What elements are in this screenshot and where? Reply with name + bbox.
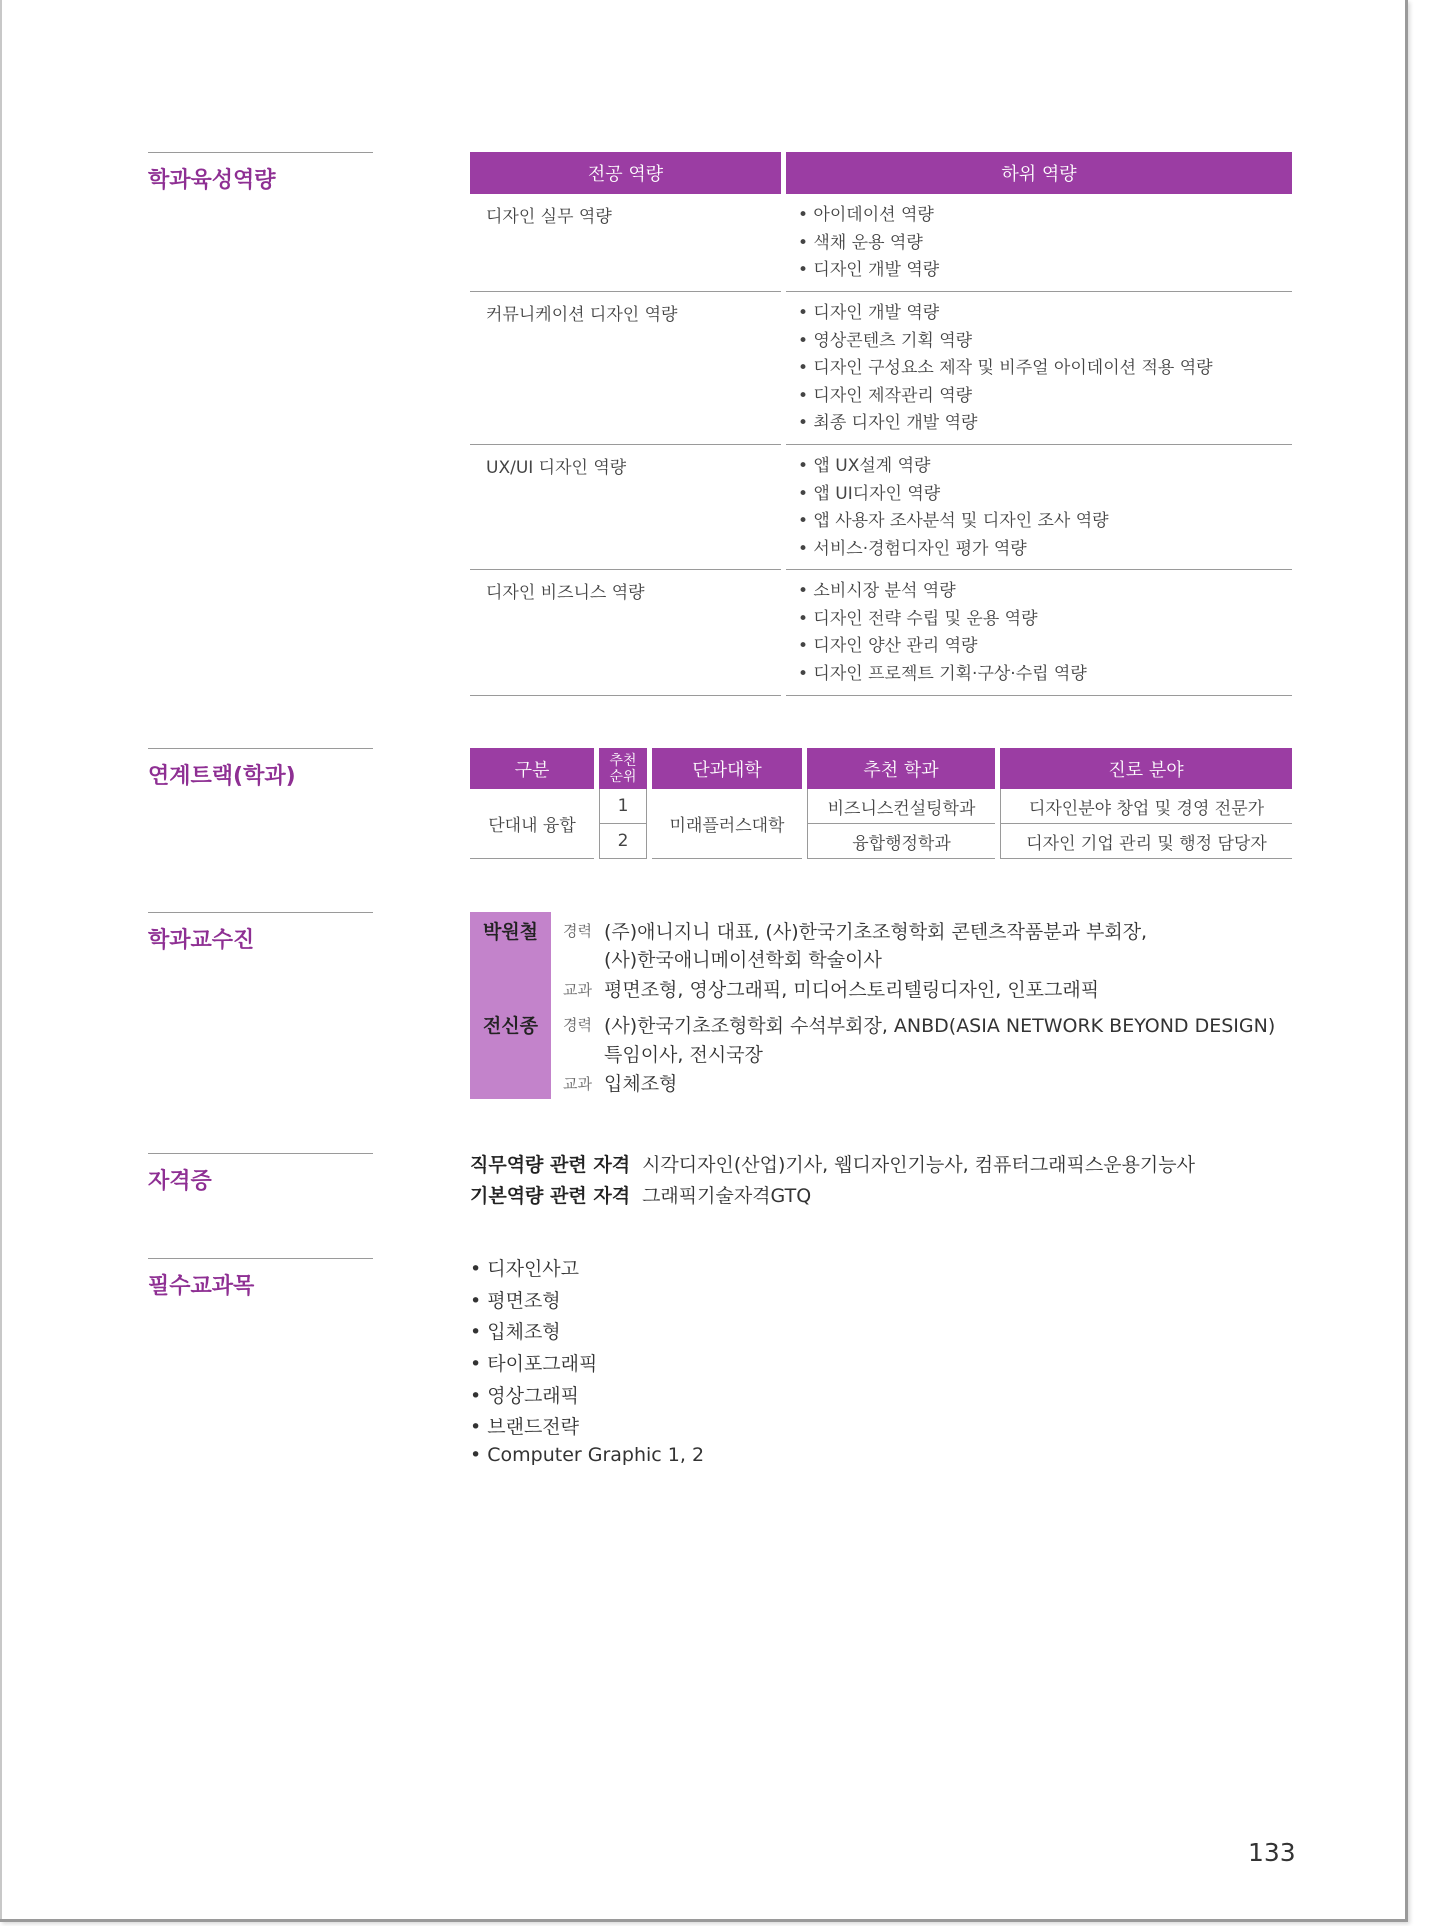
header-recommended-dept: 추천 학과: [807, 748, 995, 789]
certificate-value: 시각디자인(산업)기사, 웹디자인기능사, 컴퓨터그래픽스운용기능사: [642, 1154, 1195, 1176]
competency-table: [470, 152, 1292, 696]
list-item: • 디자인 프로젝트 기획·구상·수립 역량: [798, 663, 1087, 684]
professor-career: (사)한국기초조형학회 수석부회장, ANBD(ASIA NETWORK BEYOND DESIGN): [604, 1015, 1276, 1037]
list-item: • 디자인 전략 수립 및 운용 역량: [798, 608, 1038, 629]
category-cell: 단대내 융합: [470, 789, 594, 859]
career-label: 경력: [563, 922, 592, 940]
professor-courses: 평면조형, 영상그래픽, 미디어스토리텔링디자인, 인포그래픽: [604, 979, 1100, 1001]
list-item: • 디자인사고: [470, 1258, 580, 1280]
header-major-competency: 전공 역량: [470, 152, 781, 194]
table-row: [470, 292, 1292, 445]
professor-name: 전신종: [482, 1015, 539, 1037]
college-cell: 미래플러스대학: [652, 789, 802, 859]
sub-competency-list: [786, 292, 1292, 445]
page-number: 133: [1248, 1838, 1296, 1867]
track-table-body: [470, 789, 1292, 859]
dept-cell: 비즈니스컨설팅학과: [807, 789, 995, 824]
section-heading-track: 연계트랙(학과): [148, 748, 373, 790]
course-label: 교과: [563, 981, 592, 999]
list-item: • 영상그래픽: [470, 1385, 580, 1407]
certificate-label: 기본역량 관련 자격: [470, 1185, 631, 1207]
major-competency: 커뮤니케이션 디자인 역량: [470, 292, 781, 445]
sub-competency-list: [786, 194, 1292, 292]
list-item: • 평면조형: [470, 1290, 561, 1312]
career-cell: 디자인분야 창업 및 경영 전문가: [1000, 789, 1292, 824]
page-edge: [0, 0, 2, 1919]
career-label: 경력: [563, 1016, 592, 1034]
table-row: [470, 570, 1292, 696]
professor-career: (사)한국애니메이션학회 학술이사: [604, 949, 882, 971]
list-item: • 브랜드전략: [470, 1416, 580, 1438]
section-heading-competency: 학과육성역량: [148, 152, 373, 194]
list-item: • 타이포그래픽: [470, 1353, 598, 1375]
section-heading-required: 필수교과목: [148, 1258, 373, 1300]
major-competency: 디자인 비즈니스 역량: [470, 570, 781, 696]
sub-competency-list: [786, 445, 1292, 570]
list-item: • 디자인 개발 역량: [798, 260, 940, 280]
list-item: • 최종 디자인 개발 역량: [798, 413, 978, 433]
track-table: [470, 748, 1292, 859]
list-item: • 앱 UI디자인 역량: [798, 483, 941, 504]
list-item: • 서비스·경험디자인 평가 역량: [798, 538, 1027, 559]
list-item: • 앱 UX설계 역량: [798, 456, 931, 476]
header-rank: 추천 순위: [599, 748, 647, 789]
professor-career: 특임이사, 전시국장: [604, 1044, 763, 1066]
rank-cell: 1: [599, 789, 647, 824]
list-item: • 소비시장 분석 역량: [798, 581, 956, 601]
header-career-field: 진로 분야: [1000, 748, 1292, 789]
sub-competency-list: [786, 570, 1292, 696]
list-item: • 디자인 구성요소 제작 및 비주얼 아이데이션 적용 역량: [798, 358, 1213, 378]
list-item: • 아이데이션 역량: [798, 205, 934, 225]
certificate-row: [470, 1150, 1195, 1177]
section-heading-faculty: 학과교수진: [148, 912, 373, 954]
certificate-row: [470, 1181, 811, 1208]
competency-table-header: [470, 152, 1292, 194]
career-cell: 디자인 기업 관리 및 행정 담당자: [1000, 824, 1292, 859]
dept-cell: 융합행정학과: [807, 824, 995, 859]
list-item: • 앱 사용자 조사분석 및 디자인 조사 역량: [798, 511, 1109, 531]
list-item: • 디자인 개발 역량: [798, 303, 940, 323]
list-item: • Computer Graphic 1, 2: [470, 1444, 705, 1466]
list-item: • 디자인 제작관리 역량: [798, 385, 973, 406]
table-row: [470, 194, 1292, 292]
section-heading-certificate: 자격증: [148, 1153, 373, 1195]
table-row: [470, 445, 1292, 570]
header-category: 구분: [470, 748, 594, 789]
rank-cell: 2: [599, 824, 647, 859]
list-item: • 입체조형: [470, 1321, 561, 1343]
track-table-header: [470, 748, 1292, 789]
professor-career: (주)애니지니 대표, (사)한국기초조형학회 콘텐츠작품분과 부회장,: [604, 921, 1148, 943]
course-label: 교과: [563, 1075, 592, 1093]
list-item: • 색채 운용 역량: [798, 232, 923, 253]
certificate-label: 직무역량 관련 자격: [470, 1154, 631, 1176]
professor-courses: 입체조형: [604, 1073, 678, 1095]
professor-name: 박원철: [482, 921, 539, 943]
major-competency: UX/UI 디자인 역량: [470, 445, 781, 570]
header-sub-competency: 하위 역량: [786, 152, 1292, 194]
list-item: • 디자인 양산 관리 역량: [798, 636, 978, 656]
list-item: • 영상콘텐츠 기획 역량: [798, 330, 973, 351]
major-competency: 디자인 실무 역량: [470, 194, 781, 292]
header-college: 단과대학: [652, 748, 802, 789]
certificate-value: 그래픽기술자격GTQ: [642, 1185, 812, 1207]
